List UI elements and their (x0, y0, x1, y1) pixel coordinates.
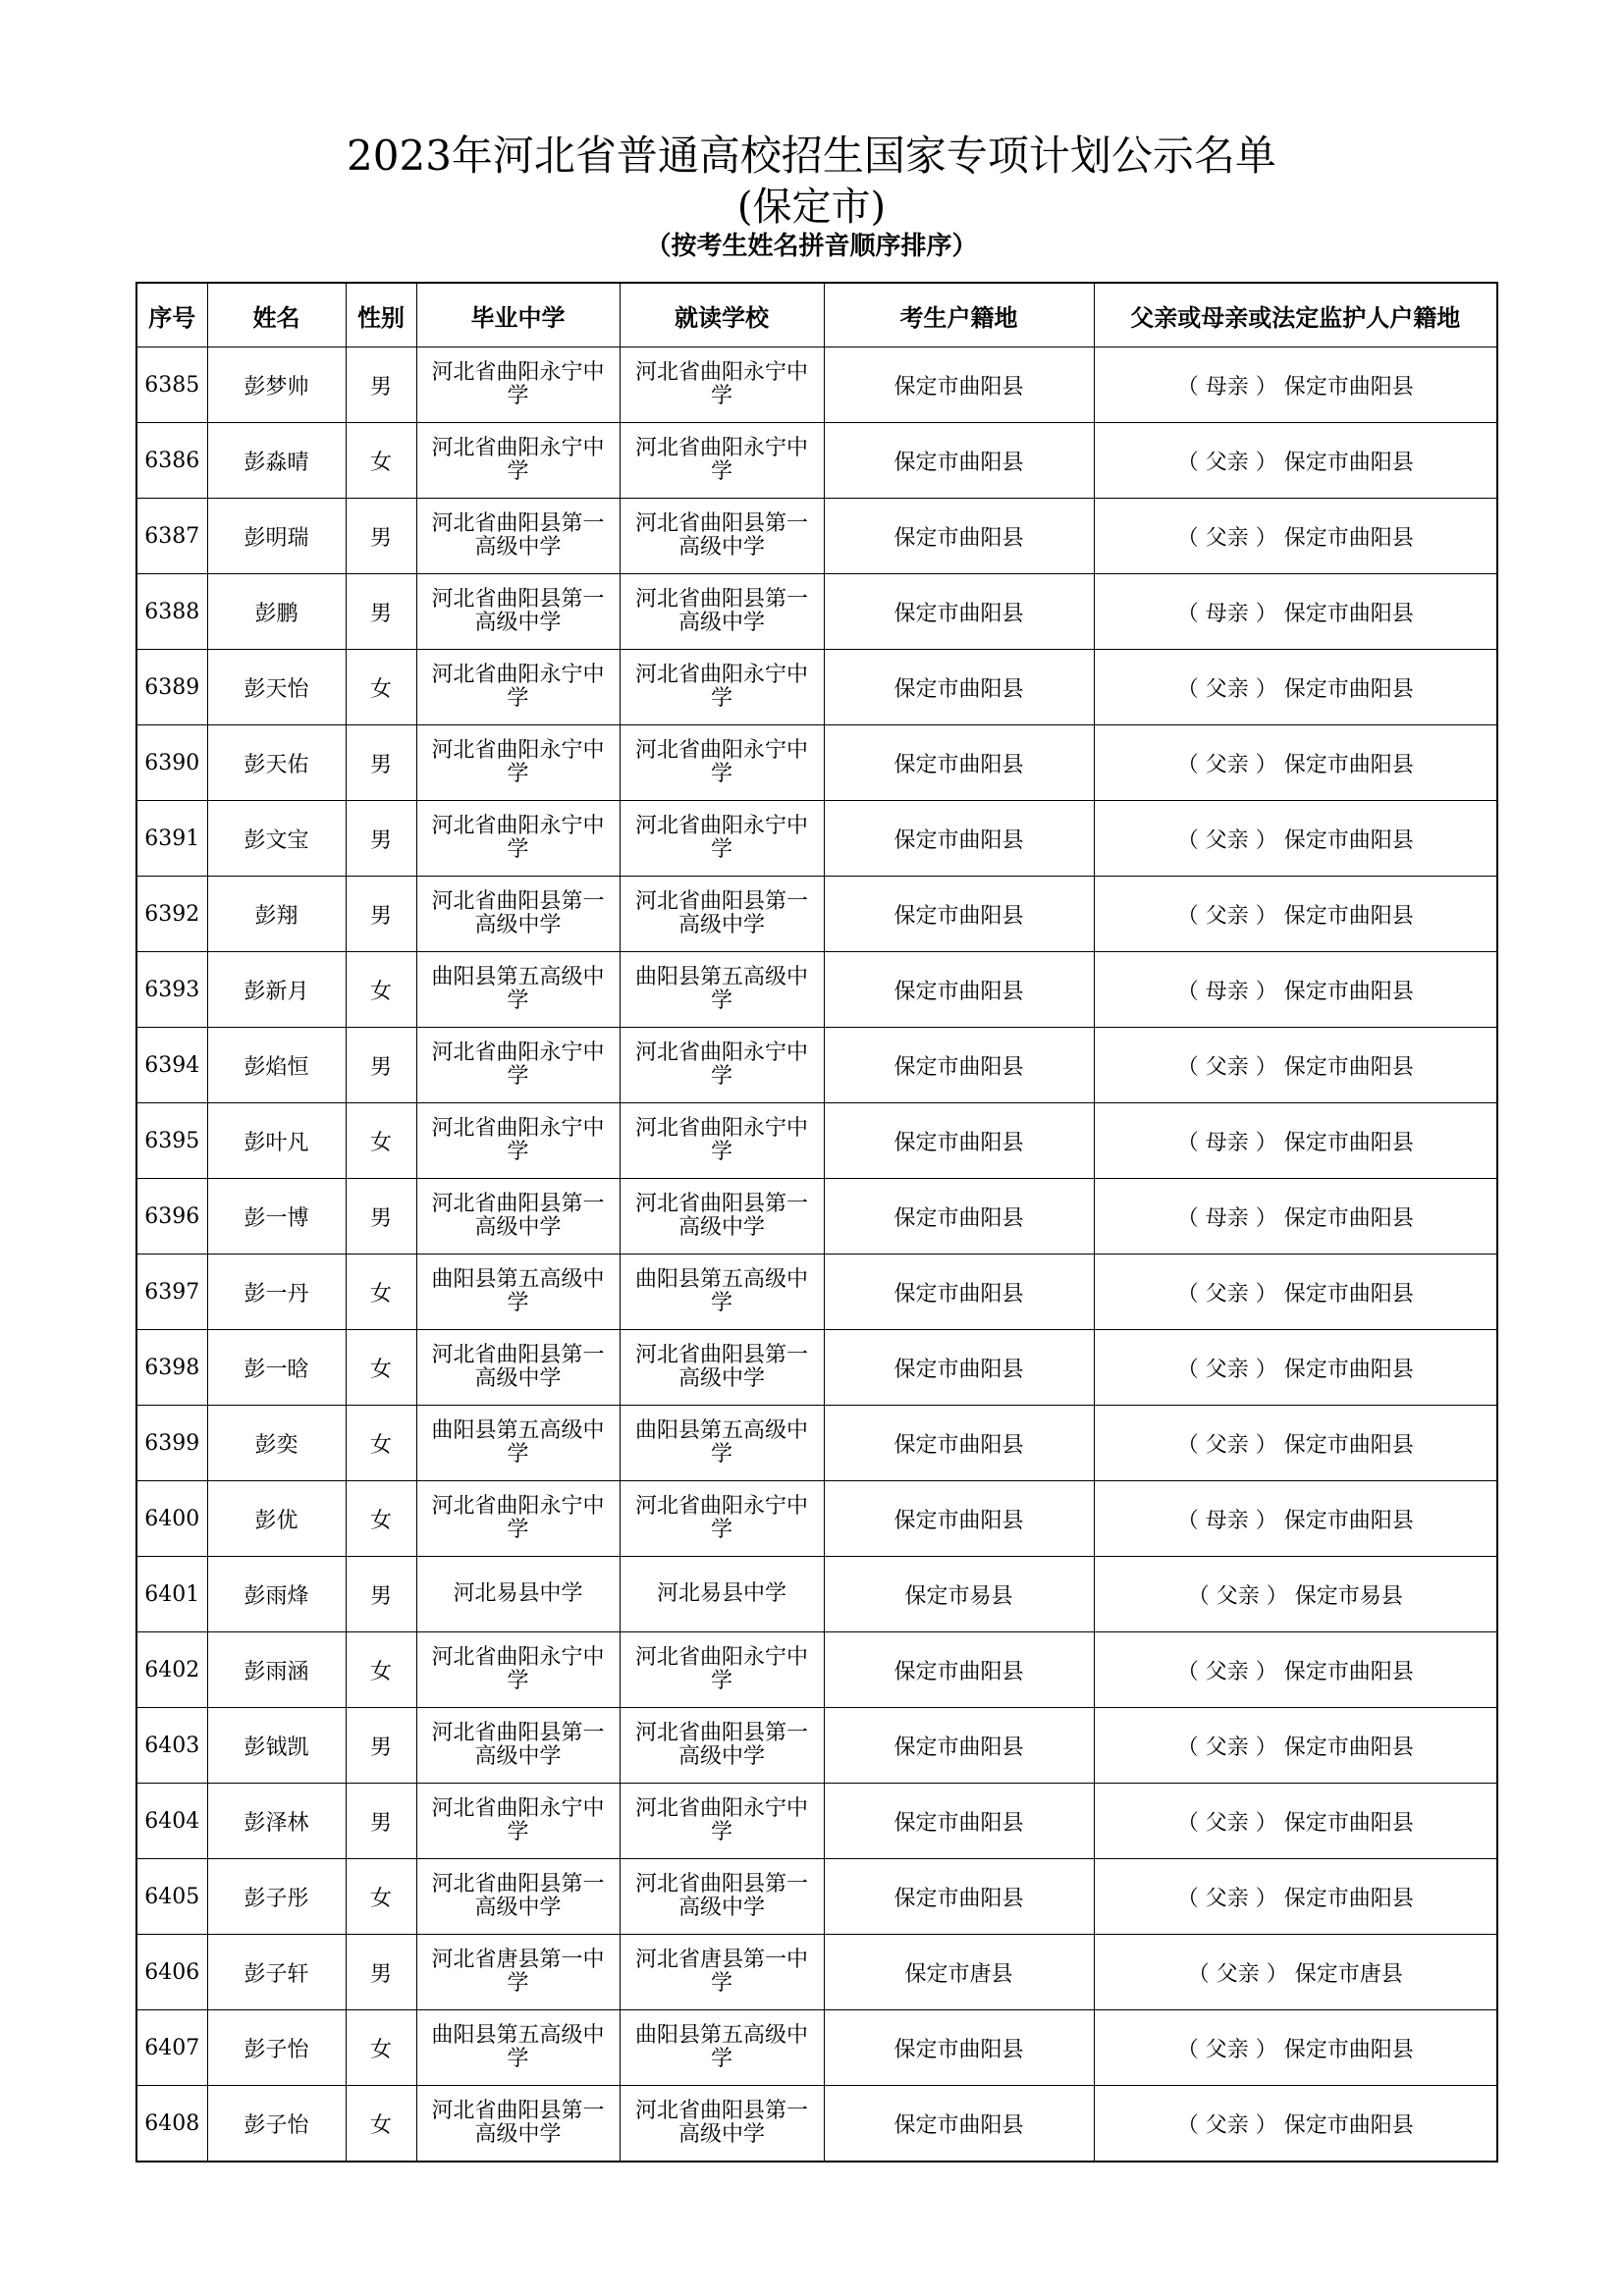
cell-gender: 女 (346, 1481, 416, 1557)
cell-serial: 6386 (136, 423, 207, 499)
table-row (136, 1935, 1497, 2010)
header-name: 姓名 (207, 283, 346, 347)
table-row (136, 574, 1497, 650)
cell-name: 彭文宝 (207, 801, 346, 877)
cell-gender: 女 (346, 1859, 416, 1935)
cell-graduation-school: 河北省曲阳永宁中学 (416, 1481, 620, 1557)
cell-student-hukou: 保定市唐县 (824, 1935, 1094, 2010)
cell-gender: 女 (346, 952, 416, 1028)
cell-student-hukou: 保定市曲阳县 (824, 1406, 1094, 1481)
cell-graduation-school: 河北省曲阳县第一高级中学 (416, 1330, 620, 1406)
header-gender: 性别 (346, 283, 416, 347)
cell-name: 彭子怡 (207, 2010, 346, 2086)
cell-gender: 女 (346, 650, 416, 725)
cell-guardian-hukou: （ 父亲 ） 保定市曲阳县 (1094, 877, 1497, 952)
table-row (136, 1784, 1497, 1859)
cell-gender: 男 (346, 574, 416, 650)
cell-serial: 6392 (136, 877, 207, 952)
cell-guardian-hukou: （ 父亲 ） 保定市曲阳县 (1094, 1255, 1497, 1330)
cell-current-school: 河北省曲阳县第一高级中学 (620, 1859, 824, 1935)
cell-serial: 6393 (136, 952, 207, 1028)
cell-guardian-hukou: （ 母亲 ） 保定市曲阳县 (1094, 1103, 1497, 1179)
cell-current-school: 河北省曲阳县第一高级中学 (620, 1179, 824, 1255)
cell-serial: 6399 (136, 1406, 207, 1481)
cell-serial: 6405 (136, 1859, 207, 1935)
cell-current-school: 曲阳县第五高级中学 (620, 1406, 824, 1481)
cell-gender: 男 (346, 1028, 416, 1103)
cell-gender: 男 (346, 1708, 416, 1784)
cell-student-hukou: 保定市曲阳县 (824, 2086, 1094, 2163)
cell-current-school: 河北省曲阳永宁中学 (620, 423, 824, 499)
cell-name: 彭焰恒 (207, 1028, 346, 1103)
cell-student-hukou: 保定市曲阳县 (824, 1481, 1094, 1557)
cell-student-hukou: 保定市曲阳县 (824, 1330, 1094, 1406)
cell-current-school: 河北省曲阳县第一高级中学 (620, 1330, 824, 1406)
cell-gender: 男 (346, 1557, 416, 1632)
cell-guardian-hukou: （ 父亲 ） 保定市曲阳县 (1094, 1708, 1497, 1784)
cell-name: 彭优 (207, 1481, 346, 1557)
cell-gender: 男 (346, 347, 416, 423)
cell-serial: 6396 (136, 1179, 207, 1255)
cell-serial: 6408 (136, 2086, 207, 2163)
cell-graduation-school: 河北省曲阳永宁中学 (416, 1103, 620, 1179)
cell-graduation-school: 河北省曲阳县第一高级中学 (416, 1708, 620, 1784)
cell-student-hukou: 保定市曲阳县 (824, 1028, 1094, 1103)
cell-graduation-school: 曲阳县第五高级中学 (416, 1406, 620, 1481)
cell-name: 彭梦帅 (207, 347, 346, 423)
cell-student-hukou: 保定市曲阳县 (824, 1103, 1094, 1179)
table-row (136, 1632, 1497, 1708)
cell-current-school: 河北省曲阳永宁中学 (620, 1632, 824, 1708)
cell-name: 彭天佑 (207, 725, 346, 801)
cell-student-hukou: 保定市曲阳县 (824, 1859, 1094, 1935)
table-row (136, 1406, 1497, 1481)
cell-gender: 男 (346, 1179, 416, 1255)
table-header-row (136, 283, 1497, 347)
cell-name: 彭雨烽 (207, 1557, 346, 1632)
table-row (136, 1859, 1497, 1935)
cell-guardian-hukou: （ 母亲 ） 保定市曲阳县 (1094, 347, 1497, 423)
cell-current-school: 河北省曲阳永宁中学 (620, 801, 824, 877)
cell-current-school: 河北省唐县第一中学 (620, 1935, 824, 2010)
cell-name: 彭子彤 (207, 1859, 346, 1935)
cell-guardian-hukou: （ 母亲 ） 保定市曲阳县 (1094, 1481, 1497, 1557)
cell-graduation-school: 河北省曲阳永宁中学 (416, 1028, 620, 1103)
cell-graduation-school: 河北省唐县第一中学 (416, 1935, 620, 2010)
table-row (136, 1028, 1497, 1103)
cell-student-hukou: 保定市曲阳县 (824, 650, 1094, 725)
table-row (136, 347, 1497, 423)
table-row (136, 877, 1497, 952)
cell-name: 彭鹏 (207, 574, 346, 650)
cell-gender: 女 (346, 423, 416, 499)
cell-student-hukou: 保定市曲阳县 (824, 347, 1094, 423)
table-row (136, 1179, 1497, 1255)
cell-graduation-school: 河北省曲阳永宁中学 (416, 1632, 620, 1708)
cell-serial: 6407 (136, 2010, 207, 2086)
cell-gender: 男 (346, 499, 416, 574)
cell-guardian-hukou: （ 父亲 ） 保定市曲阳县 (1094, 499, 1497, 574)
cell-graduation-school: 曲阳县第五高级中学 (416, 952, 620, 1028)
cell-name: 彭一晗 (207, 1330, 346, 1406)
cell-gender: 女 (346, 1632, 416, 1708)
cell-serial: 6391 (136, 801, 207, 877)
cell-serial: 6390 (136, 725, 207, 801)
cell-guardian-hukou: （ 父亲 ） 保定市曲阳县 (1094, 1330, 1497, 1406)
cell-guardian-hukou: （ 父亲 ） 保定市曲阳县 (1094, 2086, 1497, 2163)
cell-gender: 女 (346, 2010, 416, 2086)
cell-serial: 6394 (136, 1028, 207, 1103)
table-row (136, 1103, 1497, 1179)
cell-gender: 女 (346, 1103, 416, 1179)
header-student-hukou: 考生户籍地 (824, 283, 1094, 347)
cell-name: 彭雨涵 (207, 1632, 346, 1708)
cell-guardian-hukou: （ 父亲 ） 保定市唐县 (1094, 1935, 1497, 2010)
cell-current-school: 河北省曲阳县第一高级中学 (620, 1708, 824, 1784)
cell-current-school: 河北省曲阳永宁中学 (620, 725, 824, 801)
cell-guardian-hukou: （ 母亲 ） 保定市曲阳县 (1094, 1179, 1497, 1255)
cell-guardian-hukou: （ 母亲 ） 保定市曲阳县 (1094, 574, 1497, 650)
cell-serial: 6406 (136, 1935, 207, 2010)
cell-gender: 男 (346, 1784, 416, 1859)
cell-guardian-hukou: （ 父亲 ） 保定市曲阳县 (1094, 2010, 1497, 2086)
cell-graduation-school: 河北省曲阳县第一高级中学 (416, 1859, 620, 1935)
cell-guardian-hukou: （ 父亲 ） 保定市曲阳县 (1094, 1632, 1497, 1708)
cell-student-hukou: 保定市曲阳县 (824, 1632, 1094, 1708)
header-serial: 序号 (136, 283, 207, 347)
cell-serial: 6385 (136, 347, 207, 423)
cell-student-hukou: 保定市曲阳县 (824, 499, 1094, 574)
cell-student-hukou: 保定市曲阳县 (824, 1708, 1094, 1784)
cell-graduation-school: 河北省曲阳永宁中学 (416, 1784, 620, 1859)
cell-serial: 6397 (136, 1255, 207, 1330)
cell-student-hukou: 保定市曲阳县 (824, 1255, 1094, 1330)
cell-serial: 6389 (136, 650, 207, 725)
cell-gender: 男 (346, 725, 416, 801)
cell-name: 彭淼晴 (207, 423, 346, 499)
cell-current-school: 河北省曲阳永宁中学 (620, 1028, 824, 1103)
cell-name: 彭明瑞 (207, 499, 346, 574)
cell-gender: 女 (346, 1406, 416, 1481)
cell-current-school: 河北省曲阳县第一高级中学 (620, 499, 824, 574)
table-row (136, 1330, 1497, 1406)
table-row (136, 725, 1497, 801)
cell-current-school: 河北易县中学 (620, 1557, 824, 1632)
cell-guardian-hukou: （ 母亲 ） 保定市曲阳县 (1094, 952, 1497, 1028)
cell-serial: 6404 (136, 1784, 207, 1859)
table-row (136, 1557, 1497, 1632)
cell-student-hukou: 保定市易县 (824, 1557, 1094, 1632)
cell-student-hukou: 保定市曲阳县 (824, 2010, 1094, 2086)
cell-gender: 女 (346, 1255, 416, 1330)
cell-graduation-school: 河北省曲阳县第一高级中学 (416, 574, 620, 650)
table-body (136, 347, 1497, 2163)
cell-serial: 6403 (136, 1708, 207, 1784)
table-row (136, 423, 1497, 499)
sort-note: （按考生姓名拼音顺序排序） (645, 232, 978, 261)
cell-student-hukou: 保定市曲阳县 (824, 423, 1094, 499)
cell-student-hukou: 保定市曲阳县 (824, 1179, 1094, 1255)
cell-gender: 女 (346, 1330, 416, 1406)
cell-gender: 男 (346, 877, 416, 952)
table-row (136, 1708, 1497, 1784)
cell-name: 彭新月 (207, 952, 346, 1028)
document-subtitle: (保定市) (736, 185, 887, 230)
cell-current-school: 河北省曲阳县第一高级中学 (620, 877, 824, 952)
cell-current-school: 河北省曲阳永宁中学 (620, 1784, 824, 1859)
roster-table (135, 282, 1498, 2163)
cell-current-school: 河北省曲阳县第一高级中学 (620, 2086, 824, 2163)
cell-student-hukou: 保定市曲阳县 (824, 725, 1094, 801)
cell-graduation-school: 河北省曲阳县第一高级中学 (416, 1179, 620, 1255)
table-row (136, 650, 1497, 725)
table-row (136, 1255, 1497, 1330)
cell-graduation-school: 曲阳县第五高级中学 (416, 2010, 620, 2086)
cell-guardian-hukou: （ 父亲 ） 保定市曲阳县 (1094, 1406, 1497, 1481)
cell-graduation-school: 河北省曲阳永宁中学 (416, 650, 620, 725)
cell-serial: 6388 (136, 574, 207, 650)
cell-graduation-school: 河北省曲阳永宁中学 (416, 725, 620, 801)
cell-graduation-school: 河北省曲阳永宁中学 (416, 423, 620, 499)
cell-current-school: 河北省曲阳永宁中学 (620, 1103, 824, 1179)
header-graduation-school: 毕业中学 (416, 283, 620, 347)
cell-guardian-hukou: （ 父亲 ） 保定市曲阳县 (1094, 1859, 1497, 1935)
cell-name: 彭叶凡 (207, 1103, 346, 1179)
cell-serial: 6398 (136, 1330, 207, 1406)
cell-student-hukou: 保定市曲阳县 (824, 952, 1094, 1028)
cell-name: 彭翔 (207, 877, 346, 952)
document-title: 2023年河北省普通高校招生国家专项计划公示名单 (347, 132, 1276, 180)
cell-current-school: 曲阳县第五高级中学 (620, 952, 824, 1028)
header-guardian-hukou: 父亲或母亲或法定监护人户籍地 (1094, 283, 1497, 347)
cell-current-school: 河北省曲阳县第一高级中学 (620, 574, 824, 650)
cell-graduation-school: 河北省曲阳县第一高级中学 (416, 499, 620, 574)
table-row (136, 1481, 1497, 1557)
cell-name: 彭泽林 (207, 1784, 346, 1859)
cell-guardian-hukou: （ 父亲 ） 保定市曲阳县 (1094, 423, 1497, 499)
cell-name: 彭子怡 (207, 2086, 346, 2163)
cell-name: 彭奕 (207, 1406, 346, 1481)
header-current-school: 就读学校 (620, 283, 824, 347)
cell-serial: 6387 (136, 499, 207, 574)
cell-guardian-hukou: （ 父亲 ） 保定市曲阳县 (1094, 1028, 1497, 1103)
cell-graduation-school: 河北省曲阳县第一高级中学 (416, 877, 620, 952)
cell-student-hukou: 保定市曲阳县 (824, 877, 1094, 952)
cell-serial: 6400 (136, 1481, 207, 1557)
cell-graduation-school: 河北省曲阳永宁中学 (416, 801, 620, 877)
cell-guardian-hukou: （ 父亲 ） 保定市易县 (1094, 1557, 1497, 1632)
cell-serial: 6401 (136, 1557, 207, 1632)
cell-gender: 男 (346, 801, 416, 877)
cell-current-school: 河北省曲阳永宁中学 (620, 1481, 824, 1557)
cell-student-hukou: 保定市曲阳县 (824, 801, 1094, 877)
cell-gender: 男 (346, 1935, 416, 2010)
table-row (136, 801, 1497, 877)
cell-student-hukou: 保定市曲阳县 (824, 1784, 1094, 1859)
table-row (136, 952, 1497, 1028)
cell-serial: 6395 (136, 1103, 207, 1179)
cell-guardian-hukou: （ 父亲 ） 保定市曲阳县 (1094, 1784, 1497, 1859)
cell-current-school: 河北省曲阳永宁中学 (620, 347, 824, 423)
table-row (136, 2086, 1497, 2163)
cell-current-school: 曲阳县第五高级中学 (620, 2010, 824, 2086)
cell-serial: 6402 (136, 1632, 207, 1708)
cell-gender: 女 (346, 2086, 416, 2163)
cell-name: 彭一博 (207, 1179, 346, 1255)
cell-graduation-school: 河北省曲阳永宁中学 (416, 347, 620, 423)
cell-graduation-school: 河北省曲阳县第一高级中学 (416, 2086, 620, 2163)
cell-current-school: 河北省曲阳永宁中学 (620, 650, 824, 725)
cell-name: 彭一丹 (207, 1255, 346, 1330)
cell-graduation-school: 河北易县中学 (416, 1557, 620, 1632)
cell-name: 彭天怡 (207, 650, 346, 725)
cell-name: 彭子轩 (207, 1935, 346, 2010)
table-row (136, 2010, 1497, 2086)
cell-student-hukou: 保定市曲阳县 (824, 574, 1094, 650)
cell-name: 彭钺凯 (207, 1708, 346, 1784)
cell-guardian-hukou: （ 父亲 ） 保定市曲阳县 (1094, 650, 1497, 725)
table-row (136, 499, 1497, 574)
cell-guardian-hukou: （ 父亲 ） 保定市曲阳县 (1094, 801, 1497, 877)
cell-graduation-school: 曲阳县第五高级中学 (416, 1255, 620, 1330)
cell-guardian-hukou: （ 父亲 ） 保定市曲阳县 (1094, 725, 1497, 801)
cell-current-school: 曲阳县第五高级中学 (620, 1255, 824, 1330)
